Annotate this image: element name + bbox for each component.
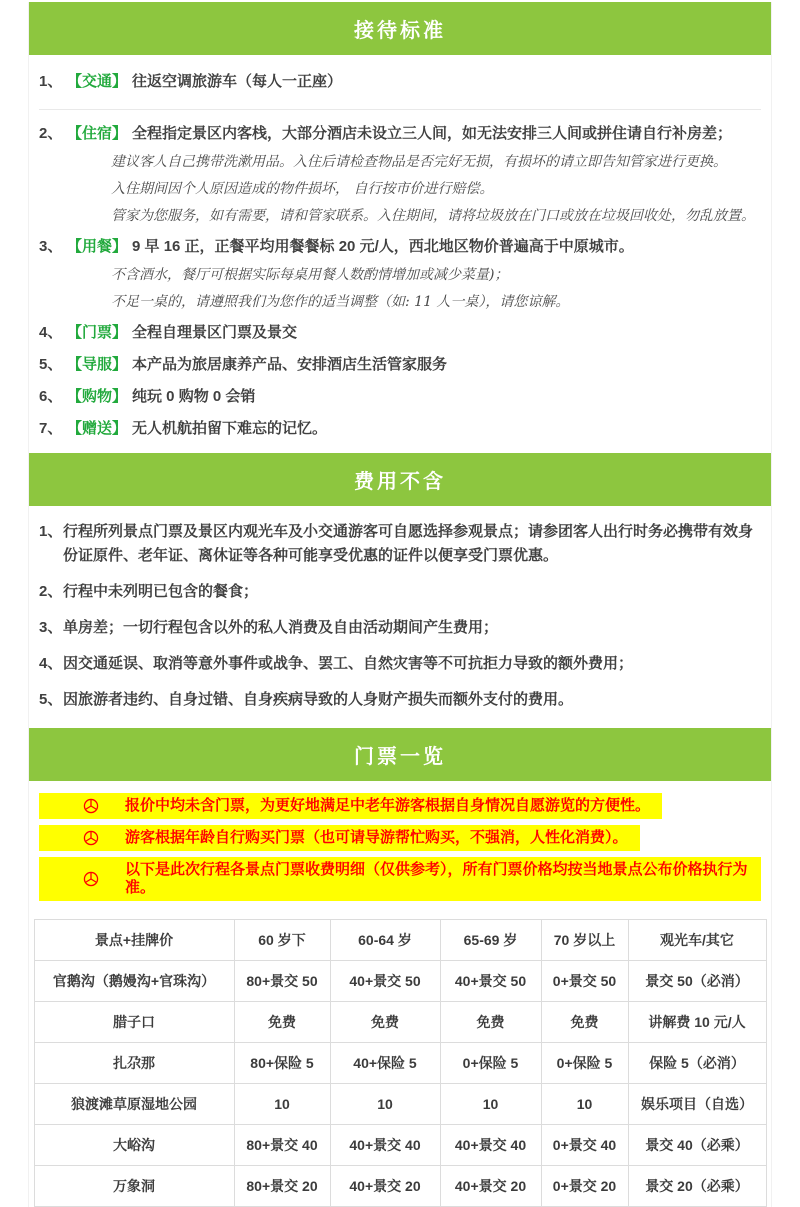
- item-text: 无人机航拍留下难忘的记忆。: [132, 420, 328, 437]
- price-cell: 景交 50（必消）: [628, 961, 766, 1002]
- item-text: 因旅游者违约、自身过错、自身疾病导致的人身财产损失而额外支付的费用。: [63, 691, 574, 708]
- item-category-label: 【用餐】: [67, 238, 128, 255]
- list-item: [39, 349, 761, 381]
- list-item-main: [39, 71, 761, 93]
- price-cell: 80+景交 50: [234, 961, 330, 1002]
- table-row: [34, 961, 766, 1002]
- item-number: 4、: [39, 324, 63, 341]
- price-cell: 80+景交 40: [234, 1125, 330, 1166]
- item-number: 5、: [39, 691, 63, 708]
- price-cell: 保险 5（必消）: [628, 1043, 766, 1084]
- highlighted-notice: [39, 825, 640, 851]
- item-note: 入住期间因个人原因造成的物件损坏， 自行按市价进行赔偿。: [111, 181, 494, 197]
- table-header-row: [34, 920, 766, 961]
- notice-text: 游客根据年龄自行购买门票（也可请导游帮忙购买，不强消，人性化消费）。: [125, 829, 628, 846]
- column-header: 70 岁以上: [541, 920, 628, 961]
- spot-name-cell: 狼渡滩草原湿地公园: [34, 1084, 234, 1125]
- item-text: 行程中未列明已包含的餐食；: [63, 583, 259, 600]
- price-cell: 40+景交 20: [330, 1166, 440, 1207]
- column-header: 65-69 岁: [440, 920, 541, 961]
- item-category-label: 【导服】: [67, 356, 128, 373]
- item-text: 全程自理景区门票及景交: [132, 324, 298, 341]
- item-category-label: 【赠送】: [67, 420, 128, 437]
- item-category-label: 【交通】: [67, 73, 128, 90]
- item-note: 不足一桌的，请遵照我们为您作的适当调整（如: 11 人一桌），请您谅解。: [111, 294, 570, 310]
- ticket-price-table: [34, 919, 767, 1207]
- fees-excluded-list: [29, 506, 771, 728]
- item-text: 纯玩 0 购物 0 会销: [132, 388, 256, 405]
- item-category-label: 【住宿】: [67, 125, 128, 142]
- section-title: 接待标准: [354, 20, 446, 42]
- notice-text: 报价中均未含门票，为更好地满足中老年游客根据自身情况自愿游览的方便性。: [125, 797, 651, 814]
- item-text: 因交通延误、取消等意外事件或战争、罢工、自然灾害等不可抗拒力导致的额外费用；: [63, 655, 634, 672]
- spot-name-cell: 扎尕那: [34, 1043, 234, 1084]
- price-cell: 娱乐项目（自选）: [628, 1084, 766, 1125]
- section-title: 费用不含: [354, 471, 446, 493]
- price-cell: 80+景交 20: [234, 1166, 330, 1207]
- spot-name-cell: 腊子口: [34, 1002, 234, 1043]
- item-text: 全程指定景区内客栈，大部分酒店未设立三人间，如无法安排三人间或拼住请自行补房差；: [132, 125, 733, 142]
- list-item: [39, 574, 761, 610]
- column-header: 观光车/其它: [628, 920, 766, 961]
- list-item: [39, 646, 761, 682]
- reception-standard-list: [29, 55, 771, 453]
- highlighted-notice: [39, 857, 761, 901]
- item-number: 1、: [39, 523, 63, 540]
- price-cell: 10: [234, 1084, 330, 1125]
- list-item: [39, 317, 761, 349]
- item-number: 2、: [39, 125, 63, 142]
- section-title: 门票一览: [354, 746, 446, 768]
- item-number: 1、: [39, 73, 63, 90]
- list-item: [39, 231, 761, 317]
- price-cell: 40+景交 50: [440, 961, 541, 1002]
- list-item: [39, 118, 761, 231]
- column-header: 景点+挂牌价: [34, 920, 234, 961]
- spot-name-cell: 万象洞: [34, 1166, 234, 1207]
- item-text: 行程所列景点门票及景区内观光车及小交通游客可自愿选择参观景点；请参团客人出行时务必携带有效身份证原件、老年证、离休证等各种可能享受优惠的证件以便享受门票优惠。: [63, 523, 754, 564]
- price-cell: 40+保险 5: [330, 1043, 440, 1084]
- price-cell: 40+景交 50: [330, 961, 440, 1002]
- circled-three-point-star-icon: [83, 871, 99, 887]
- price-cell: 40+景交 20: [440, 1166, 541, 1207]
- notice-text: 以下是此次行程各景点门票收费明细（仅供参考），所有门票价格均按当地景点公布价格执行为准。: [125, 861, 748, 896]
- item-note: 建议客人自己携带洗漱用品。入住后请检查物品是否完好无损，有损坏的请立即告知管家进行更换。: [111, 154, 727, 170]
- price-cell: 0+保险 5: [541, 1043, 628, 1084]
- section-header-tickets: [29, 728, 771, 781]
- price-cell: 0+景交 50: [541, 961, 628, 1002]
- price-cell: 80+保险 5: [234, 1043, 330, 1084]
- ticket-notice-list: [29, 781, 771, 913]
- table-row: [34, 1002, 766, 1043]
- item-text: 9 早 16 正，正餐平均用餐餐标 20 元/人，西北地区物价普遍高于中原城市。: [132, 238, 634, 255]
- list-item-main: [39, 236, 761, 258]
- spot-name-cell: 大峪沟: [34, 1125, 234, 1166]
- list-item: [39, 682, 761, 718]
- item-number: 3、: [39, 619, 63, 636]
- item-note: 不含酒水，餐厅可根据实际每桌用餐人数酌情增加或减少菜量)；: [111, 267, 509, 283]
- list-item: [39, 381, 761, 413]
- item-number: 6、: [39, 388, 63, 405]
- table-row: [34, 1166, 766, 1207]
- item-notes: [39, 265, 761, 312]
- item-text: 往返空调旅游车（每人一正座）: [132, 73, 343, 90]
- page-content: [28, 2, 772, 1207]
- price-cell: 免费: [234, 1002, 330, 1043]
- section-header-reception: [29, 2, 771, 55]
- circled-three-point-star-icon: [83, 798, 99, 814]
- item-text: 单房差；一切行程包含以外的私人消费及自由活动期间产生费用；: [63, 619, 499, 636]
- list-item: [39, 59, 761, 110]
- item-number: 4、: [39, 655, 63, 672]
- list-item-main: [39, 354, 761, 376]
- list-item-main: [39, 123, 761, 145]
- circled-three-point-star-icon: [83, 830, 99, 846]
- price-cell: 0+景交 20: [541, 1166, 628, 1207]
- item-number: 2、: [39, 583, 63, 600]
- item-notes: [39, 152, 761, 226]
- table-row: [34, 1125, 766, 1166]
- item-number: 5、: [39, 356, 63, 373]
- table-row: [34, 1084, 766, 1125]
- list-item-main: [39, 418, 761, 440]
- item-category-label: 【购物】: [67, 388, 128, 405]
- list-item-main: [39, 322, 761, 344]
- column-header: 60-64 岁: [330, 920, 440, 961]
- item-text: 本产品为旅居康养产品、安排酒店生活管家服务: [132, 356, 448, 373]
- price-cell: 40+景交 40: [440, 1125, 541, 1166]
- list-item: [39, 610, 761, 646]
- price-cell: 景交 40（必乘）: [628, 1125, 766, 1166]
- price-cell: 0+景交 40: [541, 1125, 628, 1166]
- column-header: 60 岁下: [234, 920, 330, 961]
- price-cell: 讲解费 10 元/人: [628, 1002, 766, 1043]
- price-cell: 免费: [541, 1002, 628, 1043]
- price-cell: 景交 20（必乘）: [628, 1166, 766, 1207]
- price-cell: 10: [541, 1084, 628, 1125]
- price-cell: 0+保险 5: [440, 1043, 541, 1084]
- list-item: [39, 413, 761, 445]
- list-item-main: [39, 386, 761, 408]
- highlighted-notice: [39, 793, 662, 819]
- item-number: 3、: [39, 238, 63, 255]
- spot-name-cell: 官鹅沟（鹅嫚沟+官珠沟）: [34, 961, 234, 1002]
- price-cell: 免费: [440, 1002, 541, 1043]
- item-note: 管家为您服务，如有需要，请和管家联系。入住期间，请将垃圾放在门口或放在垃圾回收处，勿乱放置。: [111, 208, 755, 224]
- price-cell: 免费: [330, 1002, 440, 1043]
- section-header-excluded: [29, 453, 771, 506]
- price-cell: 40+景交 40: [330, 1125, 440, 1166]
- item-number: 7、: [39, 420, 63, 437]
- table-row: [34, 1043, 766, 1084]
- price-cell: 10: [330, 1084, 440, 1125]
- item-category-label: 【门票】: [67, 324, 128, 341]
- list-item: [39, 514, 761, 574]
- price-cell: 10: [440, 1084, 541, 1125]
